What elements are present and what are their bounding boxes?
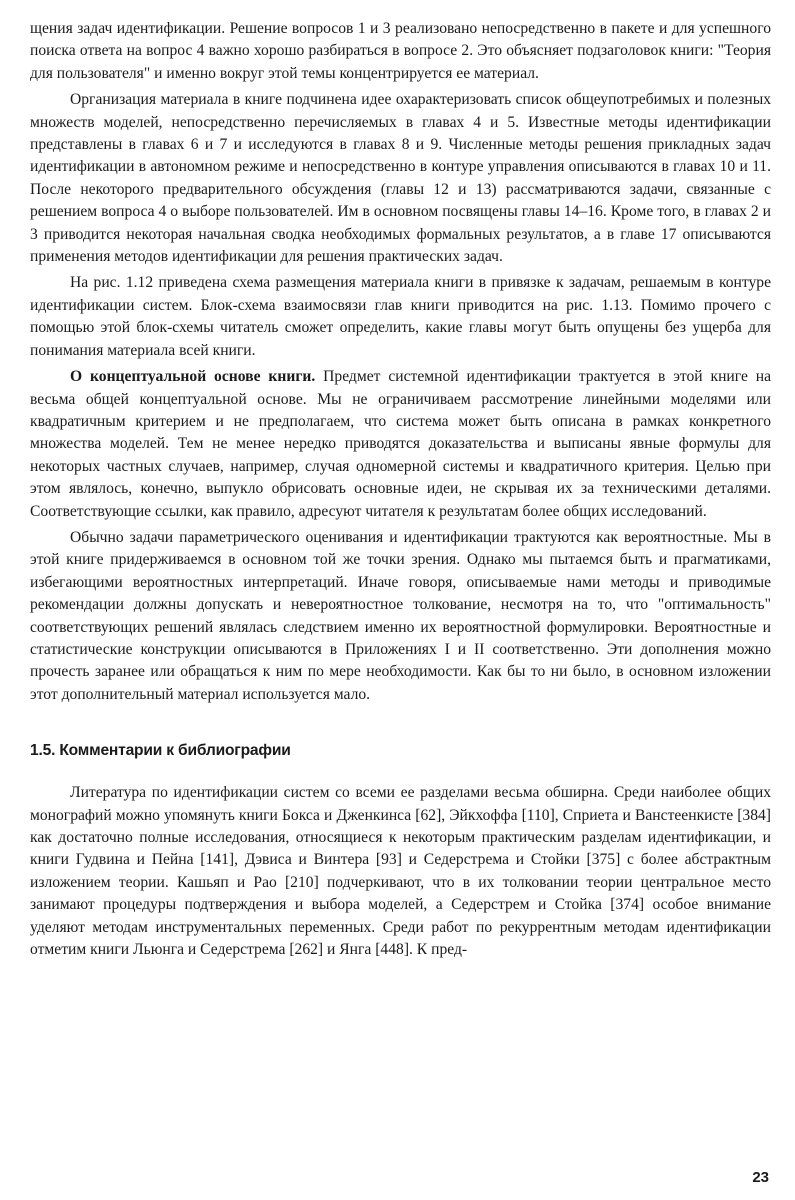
paragraph-conceptual-text: Предмет системной идентификации трактуется в этой книге на весьма общей концептуальной основе. Мы не ограничиваем рассмотрение линейными моделями или квадратичным критерием и не предполагаем, что система может быть описана в рамках конкретного множества моделей. Тем не менее нередко приводятся доказательства и выписаны явные формулы для некоторых частных случаев, например, случая одномерной системы и квадратичного критерия. Целью при этом являлось, конечно, выпукло обрисовать основные идеи, не скрывая их за техническими деталями. Соответствующие ссылки, как правило, адресуют читателя к результатам более общих исследований. [30, 368, 772, 520]
page-number: 23 [752, 1169, 769, 1186]
section-heading: 1.5. Комментарии к библиографии [30, 742, 291, 760]
paragraph-organization: Организация материала в книге подчинена идее охарактеризовать список общеупотребимых и полезных множеств моделей, непосредственно перечисляемых в главах 4 и 5. Известные методы идентификации представлены в главах 6 и 7 и исследуются в главах 8 и 9. Численные методы решения прикладных задач идентификации в автономном режиме и непосредственно в контуре управления описываются в главах 10 и 11. После некоторого предварительного обсуждения (главы 12 и 13) рассматриваются задачи, связанные с решением вопроса 4 о выборе пользователей. Им в основном посвящены главы 14–16. Кроме того, в главах 2 и 3 приводится некоторая начальная сводка необходимых формальных результатов, а в главе 17 описываются применения методов идентификации для решения практических задач. [30, 91, 771, 266]
paragraph-bibliography: Литература по идентификации систем со всеми ее разделами весьма обширна. Среди наиболее общих монографий можно упомянуть книги Бокса и Дженкинса [62], Эйкхоффа [110], Сприета и Ванстеенкисте [384] как достаточно полные исследования, относящиеся к некоторым практическим разделам идентификации, и книги Гудвина и Пейна [141], Дэвиса и Винтера [93] и Седерстрема и Стойки [375] с более абстрактным изложением теории. Кашьяп и Рао [210] подчеркивают, что в их толковании теории центральное место занимают процедуры подтверждения и выбора моделей, а Седерстрем и Стойка [374] особое внимание уделяют методам инструментальных переменных. Среди работ по рекуррентным методам идентификации отметим книги Льюнга и Седерстрема [262] и Янга [448]. К пред- [30, 784, 771, 959]
paragraph-lead-title: О концептуальной основе книги. [70, 368, 316, 386]
paragraph-intro-continuation: щения задач идентификации. Решение вопросов 1 и 3 реализовано непосредственно в пакете и для успешного поиска ответа на вопрос 4 важно хорошо разбираться в вопросе 2. Это объясняет подзаголовок книги: "Теория для пользователя" и именно вокруг этой темы концентрируется ее материал. [30, 20, 771, 82]
paragraph-conceptual-basis [30, 366, 771, 523]
paragraph-probabilistic: Обычно задачи параметрического оценивания и идентификации трактуются как вероятностные. Мы в этой книге придерживаемся в основном той же точки зрения. Однако мы пытаемся быть и прагматиками, избегающими вероятностных интерпретаций. Иначе говоря, описываемые нами методы и приводимые рекомендации должны допускать и невероятностное толкование, несмотря на то, что "оптимальность" соответствующих решений являлась следствием именно их вероятностной формулировки. Вероятностные и статистические конструкции описываются в Приложениях I и II соответственно. Эти дополнения можно прочесть заранее или обращаться к ним по мере необходимости. Как бы то ни было, в основном изложении этот дополнительный материал используется мало. [30, 528, 771, 703]
paragraph-figures: На рис. 1.12 приведена схема размещения материала книги в привязке к задачам, решаемым в контуре идентификации систем. Блок-схема взаимосвязи глав книги приводится на рис. 1.13. Помимо прочего с помощью этой блок-схемы читатель сможет определить, какие главы могут быть опущены без ущерба для понимания материала всей книги. [30, 274, 771, 359]
page-body [30, 18, 771, 1188]
